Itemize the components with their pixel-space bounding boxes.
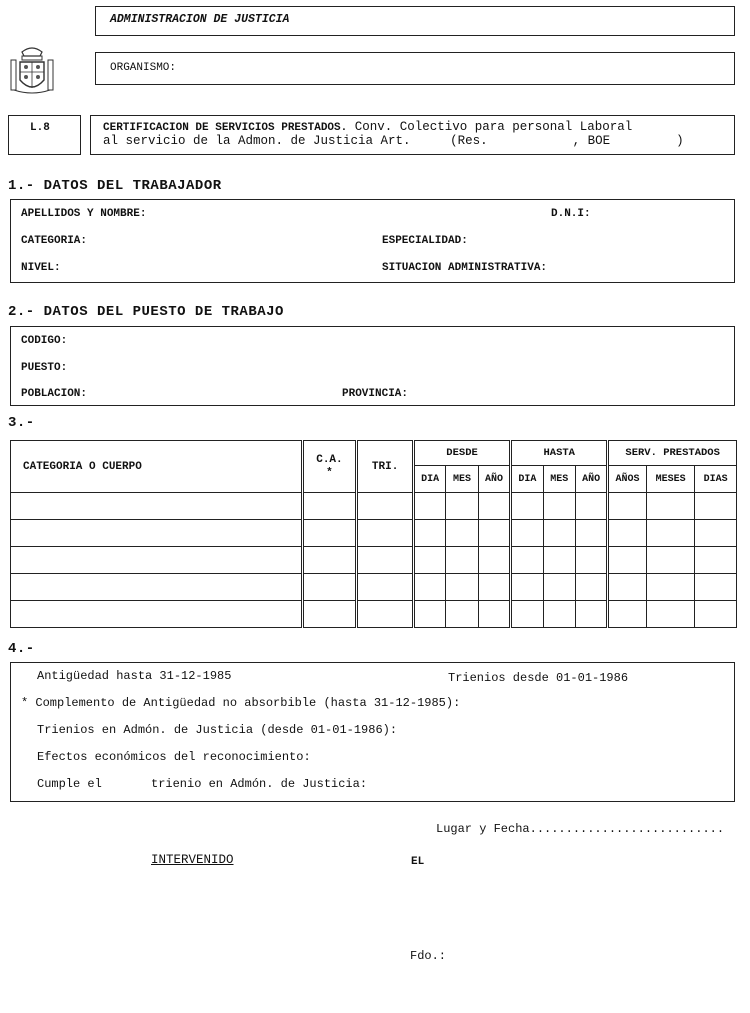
col-ca-label: C.A.: [316, 453, 343, 466]
table-cell: [608, 574, 646, 601]
form-title-bold: CERTIFICACION DE SERVICIOS PRESTADOS.: [103, 122, 348, 134]
form-title: [103, 121, 684, 148]
table-cell: [413, 547, 445, 574]
table-cell: [608, 601, 646, 628]
section1-heading: 1.- DATOS DEL TRABAJADOR: [8, 178, 222, 194]
table-cell: [357, 574, 414, 601]
form-code: L.8: [30, 122, 50, 134]
table-cell: [608, 493, 646, 520]
table-cell: [695, 520, 737, 547]
fdo-label: Fdo.:: [410, 949, 447, 963]
table-row: [11, 574, 737, 601]
table-cell: [646, 547, 695, 574]
categoria-label: CATEGORIA:: [21, 235, 88, 247]
desde-group-header: DESDE: [413, 441, 510, 466]
antiguedad-line: Antigüedad hasta 31-12-1985: [37, 669, 232, 683]
desde-dia-header: DIA: [413, 466, 445, 493]
table-cell: [511, 601, 543, 628]
table-cell: [608, 520, 646, 547]
especialidad-label: ESPECIALIDAD:: [382, 235, 468, 247]
table-cell: [575, 601, 607, 628]
poblacion-label: POBLACION:: [21, 388, 88, 400]
table-cell: [511, 574, 543, 601]
el-label: EL: [411, 856, 425, 868]
table-cell: [575, 520, 607, 547]
trienios-desde-line: Trienios desde 01-01-1986: [448, 671, 629, 685]
form-title-res: (Res.: [450, 134, 488, 148]
table-cell: [302, 493, 357, 520]
table-cell: [357, 547, 414, 574]
serv-group-header: SERV. PRESTADOS: [608, 441, 737, 466]
col-categoria-header: CATEGORIA O CUERPO: [11, 441, 303, 493]
table-cell: [646, 574, 695, 601]
dni-label: D.N.I:: [551, 208, 591, 220]
serv-dias-header: DIAS: [695, 466, 737, 493]
table-cell: [446, 574, 478, 601]
table-cell: [695, 493, 737, 520]
lugar-fecha: Lugar y Fecha...........................: [436, 822, 725, 836]
table-cell: [543, 547, 575, 574]
cumple-rest: trienio en Admón. de Justicia:: [151, 777, 368, 791]
table-cell: [608, 547, 646, 574]
section3-heading: 3.-: [8, 415, 35, 431]
table-row: [11, 493, 737, 520]
desde-mes-header: MES: [446, 466, 478, 493]
table-cell: [11, 520, 303, 547]
table-cell: [478, 601, 510, 628]
form-title-boe: , BOE: [572, 134, 611, 148]
form-code-box: [8, 115, 81, 155]
table-cell: [695, 601, 737, 628]
section2-box: [10, 326, 735, 406]
table-cell: [413, 520, 445, 547]
intervenido-label: INTERVENIDO: [151, 853, 234, 867]
form-title-line2: al servicio de la Admon. de Justicia Art.: [103, 134, 411, 148]
table-cell: [511, 520, 543, 547]
table-cell: [446, 547, 478, 574]
col-tri-header: TRI.: [357, 441, 414, 493]
table-cell: [646, 493, 695, 520]
efectos-line: Efectos económicos del reconocimiento:: [37, 750, 311, 764]
table-cell: [478, 547, 510, 574]
section4-box: [10, 662, 735, 802]
cumple-label: Cumple el: [37, 777, 102, 791]
hasta-ano-header: AÑO: [575, 466, 607, 493]
table-row: [11, 601, 737, 628]
table-cell: [11, 547, 303, 574]
admin-label: ADMINISTRACION DE JUSTICIA: [110, 13, 290, 26]
table-cell: [646, 520, 695, 547]
table-cell: [413, 493, 445, 520]
table-cell: [478, 574, 510, 601]
services-table-body: [11, 493, 737, 628]
table-cell: [446, 493, 478, 520]
form-title-close: ): [676, 134, 684, 148]
trienios-admon-line: Trienios en Admón. de Justicia (desde 01-01-1986):: [37, 723, 398, 737]
table-cell: [413, 601, 445, 628]
puesto-label: PUESTO:: [21, 362, 68, 374]
desde-ano-header: AÑO: [478, 466, 510, 493]
organismo-box: [95, 52, 735, 85]
codigo-label: CODIGO:: [21, 335, 68, 347]
nivel-label: NIVEL:: [21, 262, 61, 274]
table-cell: [302, 601, 357, 628]
form-title-line1: Conv. Colectivo para personal Laboral: [354, 120, 633, 134]
section2-heading: 2.- DATOS DEL PUESTO DE TRABAJO: [8, 304, 284, 320]
table-cell: [357, 493, 414, 520]
table-cell: [478, 520, 510, 547]
table-cell: [302, 574, 357, 601]
table-cell: [511, 493, 543, 520]
table-cell: [543, 574, 575, 601]
table-cell: [11, 574, 303, 601]
table-cell: [575, 574, 607, 601]
table-cell: [646, 601, 695, 628]
table-cell: [543, 493, 575, 520]
section4-heading: 4.-: [8, 641, 35, 657]
table-cell: [543, 520, 575, 547]
situacion-label: SITUACION ADMINISTRATIVA:: [382, 262, 548, 274]
table-cell: [11, 493, 303, 520]
table-cell: [575, 547, 607, 574]
serv-anos-header: AÑOS: [608, 466, 646, 493]
table-cell: [695, 547, 737, 574]
apellidos-label: APELLIDOS Y NOMBRE:: [21, 208, 147, 220]
form-title-box: [90, 115, 735, 155]
complemento-line: * Complemento de Antigüedad no absorbible (hasta 31-12-1985):: [21, 696, 461, 710]
table-cell: [695, 574, 737, 601]
table-cell: [11, 601, 303, 628]
table-cell: [302, 547, 357, 574]
organismo-label: ORGANISMO:: [110, 62, 177, 74]
coat-of-arms-emblem: [8, 44, 56, 98]
col-ca-header: [302, 441, 357, 493]
section1-box: [10, 199, 735, 283]
table-row: [11, 547, 737, 574]
col-ca-mark: *: [326, 466, 333, 479]
serv-meses-header: MESES: [646, 466, 695, 493]
table-cell: [357, 601, 414, 628]
hasta-dia-header: DIA: [511, 466, 543, 493]
table-cell: [543, 601, 575, 628]
table-cell: [357, 520, 414, 547]
admin-header-box: [95, 6, 735, 36]
table-cell: [478, 493, 510, 520]
provincia-label: PROVINCIA:: [342, 388, 409, 400]
hasta-group-header: HASTA: [511, 441, 608, 466]
table-cell: [511, 547, 543, 574]
services-table: [10, 440, 737, 628]
table-cell: [446, 520, 478, 547]
table-row: [11, 520, 737, 547]
table-cell: [302, 520, 357, 547]
hasta-mes-header: MES: [543, 466, 575, 493]
table-cell: [446, 601, 478, 628]
table-cell: [575, 493, 607, 520]
table-cell: [413, 574, 445, 601]
